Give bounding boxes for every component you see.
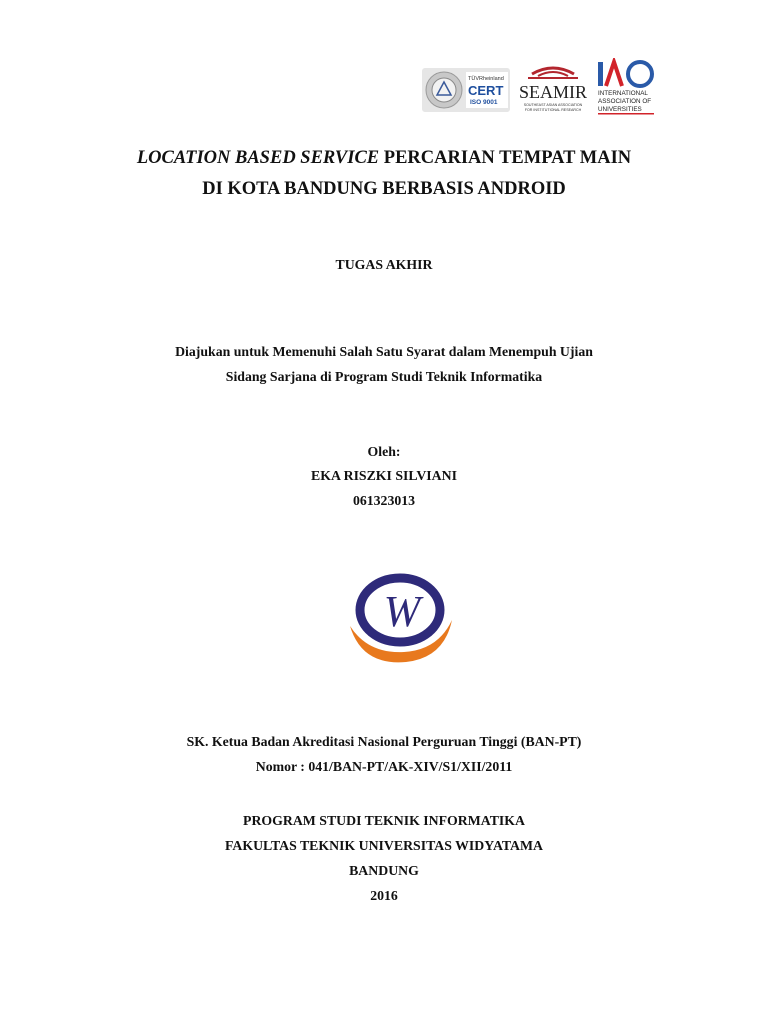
- faculty-name: FAKULTAS TEKNIK UNIVERSITAS WIDYATAMA: [224, 838, 544, 853]
- program-name: PROGRAM STUDI TEKNIK INFORMATIKA: [243, 813, 525, 828]
- seamir-logo: [514, 60, 592, 116]
- logo-letter: W: [383, 587, 421, 636]
- year: 2016: [370, 888, 398, 903]
- city-name: BANDUNG: [349, 863, 419, 878]
- accreditation-logos: [418, 58, 660, 118]
- author-name: EKA RISZKI SILVIANI: [311, 468, 457, 483]
- document-title-line1: [0, 142, 768, 174]
- title-rest: PERCARIAN TEMPAT MAIN: [379, 148, 632, 168]
- seamir-caption2: FOR INSTITUTIONAL RESEARCH: [524, 108, 582, 112]
- accreditation-line2: Nomor : 041/BAN-PT/AK-XIV/S1/XII/2011: [255, 759, 513, 774]
- iau-line3: UNIVERSITIES: [598, 106, 642, 113]
- iau-line1: INTERNATIONAL: [598, 90, 648, 97]
- tuv-line2: CERT: [468, 83, 504, 98]
- tuv-line1: TÜVRheinland: [468, 76, 504, 82]
- iau-line2: ASSOCIATION OF: [598, 98, 652, 105]
- title-italic: LOCATION BASED SERVICE: [136, 148, 380, 168]
- purpose-line2: Sidang Sarjana di Program Studi Teknik Informatika: [225, 369, 543, 384]
- iau-logo: [596, 58, 658, 116]
- document-type: TUGAS AKHIR: [335, 257, 433, 272]
- purpose-line1: Diajukan untuk Memenuhi Salah Satu Syarat dalam Menempuh Ujian: [175, 344, 593, 359]
- accreditation-line1: SK. Ketua Badan Akreditasi Nasional Perguruan Tinggi (BAN-PT): [186, 734, 582, 749]
- seamir-name: SEAMIR: [518, 82, 588, 102]
- tuv-line3: ISO 9001: [470, 99, 498, 106]
- university-logo: [348, 570, 456, 666]
- by-label: Oleh:: [367, 444, 401, 459]
- tuv-cert-logo: [422, 68, 510, 112]
- seamir-caption1: SOUTHEAST ASIAN ASSOCIATION: [523, 103, 583, 107]
- student-id: 061323013: [352, 493, 416, 508]
- document-title-line2: DI KOTA BANDUNG BERBASIS ANDROID: [202, 179, 566, 199]
